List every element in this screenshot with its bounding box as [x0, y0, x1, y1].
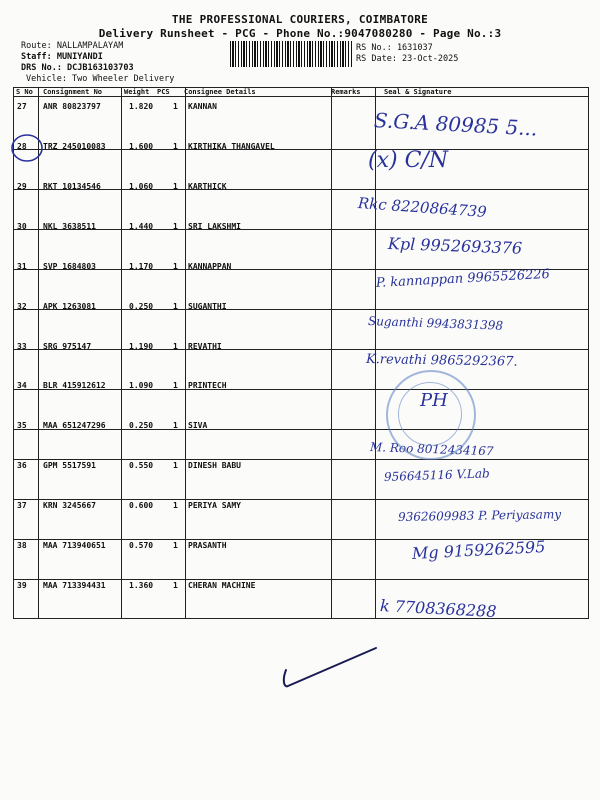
row-signature: PH	[420, 390, 448, 411]
row-sno: 30	[17, 222, 27, 231]
row-signature: M. Roo 8012434167	[369, 440, 494, 459]
col-header-consignment: Consignment No	[43, 88, 103, 96]
row-signature: S.G.A 80985 5...	[373, 108, 538, 141]
row-weight: 1.600	[129, 142, 154, 151]
runsheet-title: Delivery Runsheet - PCG - Phone No.:9047080280 - Page No.:3	[98, 27, 502, 40]
row-consignee: SIVA	[188, 421, 208, 430]
row-sno: 39	[17, 581, 27, 590]
row-weight: 0.250	[129, 302, 154, 311]
row-signature: Suganthi 9943831398	[367, 314, 504, 333]
row-consignment: SRG 975147	[43, 342, 92, 351]
row-weight: 1.360	[129, 581, 154, 590]
row-pcs: 1	[173, 501, 178, 510]
row-consignee: PERIYA SAMY	[188, 501, 241, 510]
row-consignee: KIRTHIKA THANGAVEL	[188, 142, 275, 151]
row-weight: 0.600	[129, 501, 154, 510]
row-consignment: MAA 713394431	[43, 581, 106, 590]
row-pcs: 1	[173, 421, 178, 430]
row-consignment: ANR 80823797	[43, 102, 101, 111]
row-pcs: 1	[173, 461, 178, 470]
row-sno: 28	[17, 142, 27, 151]
row-weight: 0.550	[129, 461, 154, 470]
row-consignment: RKT 10134546	[43, 182, 101, 191]
row-circle-mark	[10, 132, 46, 166]
col-header-signature: Seal & Signature	[384, 88, 452, 96]
rs-date: RS Date: 23-Oct-2025	[356, 54, 459, 64]
row-pcs: 1	[173, 581, 178, 590]
row-sno: 37	[17, 501, 27, 510]
row-pcs: 1	[173, 142, 178, 151]
row-sno: 29	[17, 182, 27, 191]
row-consignment: NKL 3638511	[43, 222, 96, 231]
row-weight: 1.440	[129, 222, 154, 231]
row-consignee: KARTHICK	[188, 182, 227, 191]
row-sno: 34	[17, 381, 27, 390]
row-sno: 31	[17, 262, 27, 271]
company-stamp	[386, 370, 476, 460]
row-pcs: 1	[173, 262, 178, 271]
row-sno: 27	[17, 102, 27, 111]
barcode	[230, 41, 352, 67]
row-consignee: SRI LAKSHMI	[188, 222, 241, 231]
row-signature: Mg 9159262595	[411, 537, 546, 563]
company-name: THE PROFESSIONAL COURIERS, COIMBATORE	[171, 13, 429, 26]
drs-label: DRS No.: DCJB163103703	[21, 63, 134, 73]
row-consignee: KANNAPPAN	[188, 262, 232, 271]
route-label: Route: NALLAMPALAYAM	[21, 41, 124, 51]
row-pcs: 1	[173, 381, 178, 390]
rs-number: RS No.: 1631037	[356, 43, 433, 53]
row-weight: 0.570	[129, 541, 154, 550]
row-pcs: 1	[173, 102, 178, 111]
row-sno: 38	[17, 541, 27, 550]
row-consignee: KANNAN	[188, 102, 217, 111]
row-signature: Rkc 8220864739	[357, 194, 488, 221]
row-pcs: 1	[173, 342, 178, 351]
row-consignment: MAA 651247296	[43, 421, 106, 430]
row-sno: 35	[17, 421, 27, 430]
row-signature: 956645116 V.Lab	[383, 466, 490, 484]
pen-stroke	[276, 640, 386, 700]
row-weight: 1.060	[129, 182, 154, 191]
row-consignment: GPM 5517591	[43, 461, 96, 470]
row-sno: 33	[17, 342, 27, 351]
col-header-remarks: Remarks	[331, 88, 361, 96]
row-consignment: MAA 713940651	[43, 541, 106, 550]
row-consignment: BLR 415912612	[43, 381, 106, 390]
row-signature: 9362609983 P. Periyasamy	[397, 507, 562, 524]
row-signature: (x) C/N	[368, 148, 449, 173]
row-consignee: REVATHI	[188, 342, 222, 351]
row-consignee: CHERAN MACHINE	[188, 581, 256, 590]
row-consignee: DINESH BABU	[188, 461, 241, 470]
row-sno: 32	[17, 302, 27, 311]
row-sno: 36	[17, 461, 27, 470]
row-consignee: PRINTECH	[188, 381, 227, 390]
row-pcs: 1	[173, 222, 178, 231]
row-consignment: TRZ 245010083	[43, 142, 106, 151]
row-signature: k 7708368288	[379, 596, 497, 622]
vehicle-label: Vehicle: Two Wheeler Delivery	[26, 74, 175, 84]
col-header-sno: S No	[16, 88, 33, 96]
row-consignee: PRASANTH	[188, 541, 227, 550]
row-weight: 1.820	[129, 102, 154, 111]
col-header-weight: Weight	[124, 88, 150, 96]
row-signature: Kpl 9952693376	[387, 234, 523, 258]
row-consignee: SUGANTHI	[188, 302, 227, 311]
row-consignment: APK 1263081	[43, 302, 96, 311]
row-signature: P. kannappan 9965526226	[375, 266, 551, 291]
row-weight: 1.190	[129, 342, 154, 351]
row-signature: K.revathi 9865292367.	[365, 352, 518, 370]
row-consignment: SVP 1684803	[43, 262, 96, 271]
row-weight: 0.250	[129, 421, 154, 430]
col-header-consignee: Consignee Details	[184, 88, 256, 96]
col-header-pcs: PCS	[157, 88, 170, 96]
row-consignment: KRN 3245667	[43, 501, 96, 510]
staff-label: Staff: MUNIYANDI	[21, 52, 103, 62]
row-weight: 1.090	[129, 381, 154, 390]
row-pcs: 1	[173, 302, 178, 311]
row-pcs: 1	[173, 182, 178, 191]
row-weight: 1.170	[129, 262, 154, 271]
row-pcs: 1	[173, 541, 178, 550]
